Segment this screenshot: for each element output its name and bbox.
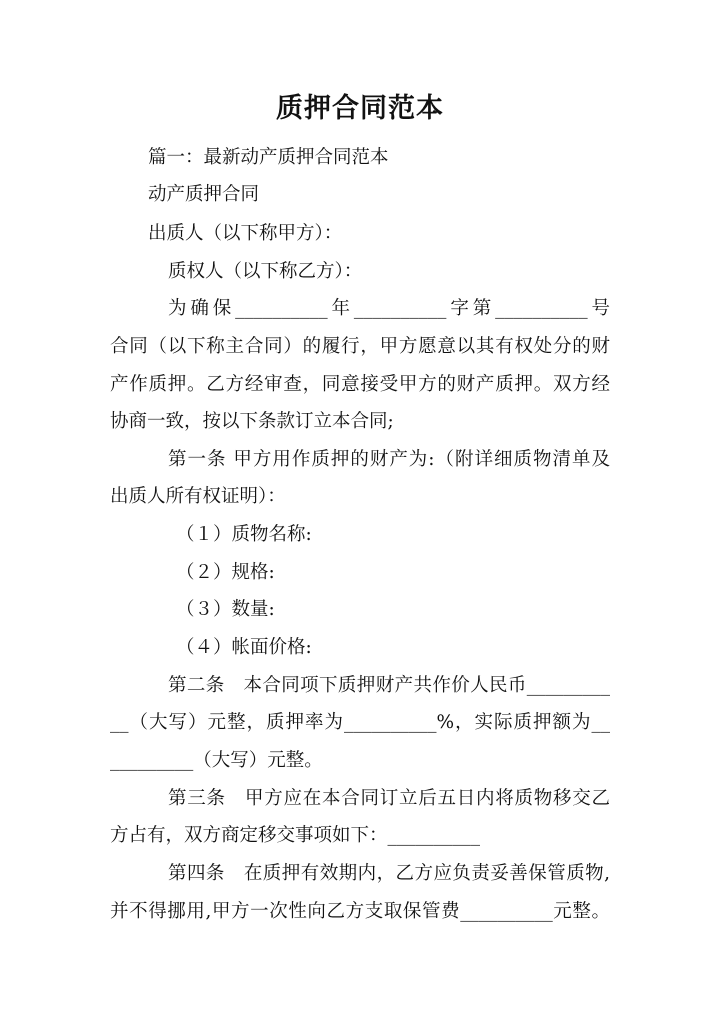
document-title: 质押合同范本 bbox=[276, 93, 444, 124]
article-4-line: 并不得挪用,甲方一次性向乙方支取保管费__________元整。 bbox=[110, 901, 610, 922]
contract-name: 动产质押合同 bbox=[148, 184, 260, 205]
article-3-line: 第三条 甲方应在本合同订立后五日内将质物移交乙 bbox=[168, 788, 610, 809]
list-item: （３）数量: bbox=[176, 599, 275, 620]
article-2-line: 第二条 本合同项下质押财产共作价人民币_________ bbox=[168, 675, 610, 696]
list-item: （２）规格: bbox=[176, 562, 275, 583]
article-1-line: 出质人所有权证明）： bbox=[110, 486, 286, 507]
article-3-line: 方占有，双方商定移交事项如下：__________ bbox=[110, 825, 481, 846]
article-2-line: __（大写）元整，质押率为__________%，实际质押额为__ bbox=[110, 712, 610, 733]
article-1-line: 第一条 甲方用作质押的财产为:（附详细质物清单及 bbox=[168, 449, 610, 470]
list-item: （１）质物名称: bbox=[176, 524, 312, 545]
paragraph-line: 产作质押。乙方经审查，同意接受甲方的财产质押。双方经 bbox=[110, 374, 610, 395]
article-4-line: 第四条 在质押有效期内，乙方应负责妥善保管质物, bbox=[168, 863, 610, 884]
paragraph-line: 为确保__________年__________字第__________号 bbox=[168, 298, 610, 319]
paragraph-line: 合同（以下称主合同）的履行，甲方愿意以其有权处分的财 bbox=[110, 336, 610, 357]
article-2-line: _________（大写）元整。 bbox=[110, 750, 323, 771]
pledgee-line: 质权人（以下称乙方）： bbox=[168, 261, 363, 282]
pledgor-line: 出质人（以下称甲方）： bbox=[148, 223, 343, 244]
section-heading: 篇一：最新动产质押合同范本 bbox=[148, 147, 389, 168]
paragraph-line: 协商一致，按以下条款订立本合同; bbox=[110, 411, 394, 432]
list-item: （４）帐面价格: bbox=[176, 637, 312, 658]
